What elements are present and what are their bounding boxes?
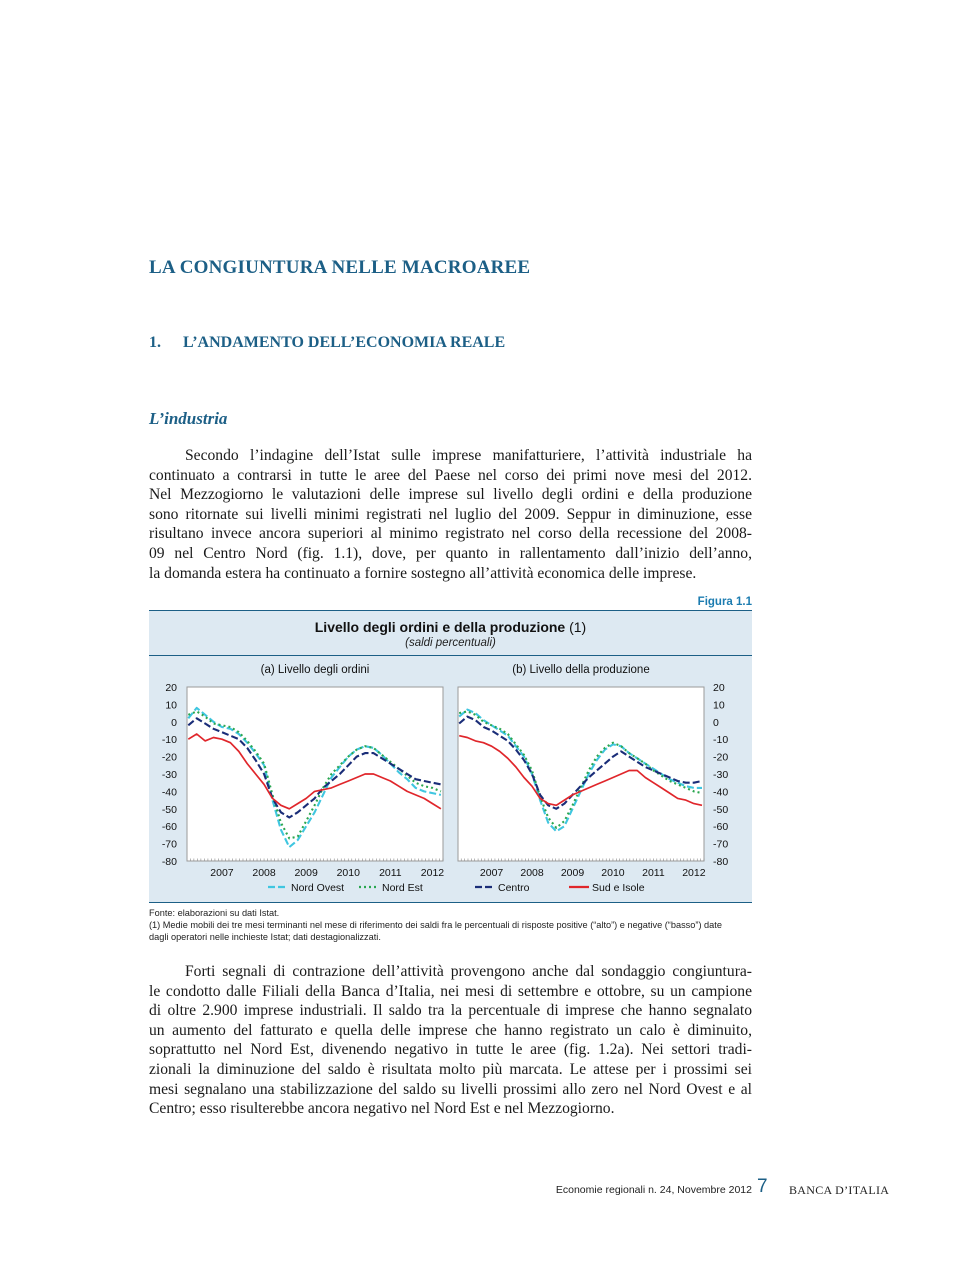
y-tick-label: 20 [165, 682, 177, 694]
paragraph-line: Nel Mezzogiorno le valutazioni delle imprese sul livello degli ordini e della produzione [149, 486, 752, 504]
chapter-title: L’ANDAMENTO DELL’ECONOMIA REALE [183, 334, 506, 351]
paragraph-line: zionali la diminuzione del saldo è risultata molto più marcata. Le attese per i prossimi sei [149, 1060, 752, 1078]
plot-area [187, 687, 443, 861]
chapter-number: 1. [149, 334, 161, 351]
panel-title: (b) Livello della produzione [512, 664, 650, 676]
figure-box [149, 610, 752, 903]
footer-publication: Economie regionali n. 24, Novembre 2012 [555, 1184, 752, 1196]
legend-label: Sud e Isole [592, 882, 645, 894]
paragraph-line: mesi segnalano una stabilizzazione del saldo su livelli prossimi allo zero nel Nord Ovest e al [149, 1080, 752, 1098]
x-tick-label: 2009 [560, 867, 585, 879]
y-tick-label: -70 [161, 838, 177, 851]
paragraph-sondaggio [149, 962, 752, 1119]
y-tick-label: -70 [713, 838, 729, 851]
paragraph-line: continuato a contrarsi in tutte le aree del Paese nel corso dei primi nove mesi del 2012. [149, 466, 752, 484]
paragraph-line: Centro; esso risulterebbe ancora negativo nel Nord Est e nel Mezzogiorno. [149, 1100, 615, 1118]
paragraph-line: di oltre 2.900 imprese industriali. Il saldo tra la percentuale di imprese che hanno segnalato [149, 1002, 752, 1020]
section-title: LA CONGIUNTURA NELLE MACROAREE [149, 257, 531, 278]
panel-title: (a) Livello degli ordini [260, 664, 370, 676]
y-tick-label: 0 [713, 716, 719, 729]
paragraph-line: risultano invece ancora superiori al minimo registrato nel corso della recessione del 2008- [149, 525, 752, 543]
figure-subtitle: (saldi percentuali) [405, 637, 496, 649]
paragraph-line: la domanda estera ha continuato a fornire sostegno all’attività economica delle imprese. [149, 564, 697, 582]
x-tick-label: 2011 [642, 867, 665, 879]
paragraph-industria [149, 446, 752, 583]
figure-footnote [149, 919, 752, 943]
paragraph-line: Secondo l’indagine dell’Istat sulle imprese manifatturiere, l’attività industriale ha [185, 447, 752, 464]
legend-label: Nord Ovest [291, 882, 345, 894]
plot-area [458, 687, 704, 861]
paragraph-line: soprattutto nel Nord Est, divenendo negativo in tutte le aree (fig. 1.2a). Nei settori tradi- [149, 1041, 752, 1059]
y-tick-label: -10 [713, 734, 729, 747]
y-tick-label: 20 [713, 682, 725, 694]
legend-label: Nord Est [382, 882, 423, 894]
x-tick-label: 2007 [210, 867, 234, 879]
y-tick-label: 10 [713, 699, 725, 712]
paragraph-line: sono ritornate sui livelli minimi registrati nel luglio del 2009. Seppur in diminuzione, esse [149, 505, 752, 523]
figure-footnote-line: dagli operatori nelle inchieste Istat; dati destagionalizzati. [149, 932, 381, 942]
y-tick-label: -30 [161, 769, 177, 781]
y-tick-label: -40 [713, 786, 729, 799]
y-tick-label: -60 [713, 821, 729, 834]
figure-title-text: Livello degli ordini e della produzione [314, 619, 566, 635]
y-tick-label: 10 [165, 699, 177, 712]
x-tick-label: 2009 [294, 867, 318, 879]
legend-label: Centro [498, 882, 530, 894]
figure-title-note: (1) [569, 619, 587, 635]
x-tick-label: 2010 [601, 867, 625, 879]
figure-footnote-line: (1) Medie mobili dei tre mesi terminanti nel mese di riferimento dei saldi fra le percentuali di risposte positive (“alto”) e negative (“basso”) date [149, 920, 722, 930]
paragraph-line: le condotto dalle Filiali della Banca d’Italia, nei mesi di settembre e ottobre, su un campione [149, 982, 752, 1000]
paragraph-line: un aumento del fatturato e quella delle imprese che hanno registrato un calo è diminuito, [149, 1021, 752, 1039]
y-tick-label: -50 [161, 803, 177, 816]
y-tick-label: -80 [713, 856, 729, 868]
x-tick-label: 2011 [379, 867, 402, 879]
figure-label: Figura 1.1 [697, 596, 752, 608]
y-tick-label: 0 [171, 716, 177, 729]
y-tick-label: -10 [161, 734, 177, 747]
chapter-heading [149, 334, 505, 352]
figure-source-note: Fonte: elaborazioni su dati Istat. [149, 908, 280, 918]
figure-chart [149, 611, 752, 902]
x-tick-label: 2012 [682, 867, 706, 879]
y-tick-label: -80 [161, 856, 177, 868]
x-tick-label: 2007 [479, 867, 504, 879]
paragraph-line: 09 nel Centro Nord (fig. 1.1), dove, per quanto in rallentamento dall’inizio dell’anno, [149, 544, 752, 562]
footer-brand: BANCA D’ITALIA [789, 1183, 890, 1197]
x-tick-label: 2008 [520, 867, 544, 879]
y-tick-label: -30 [713, 769, 729, 781]
x-tick-label: 2010 [336, 867, 360, 879]
y-tick-label: -60 [161, 821, 177, 834]
paragraph-line: Forti segnali di contrazione dell’attività provengono anche dal sondaggio congiuntura- [185, 963, 752, 980]
y-tick-label: -40 [161, 786, 177, 799]
y-tick-label: -20 [161, 751, 177, 764]
x-tick-label: 2008 [252, 867, 276, 879]
footer-page-number: 7 [757, 1176, 768, 1197]
y-tick-label: -50 [713, 803, 729, 816]
x-tick-label: 2012 [420, 867, 445, 879]
y-tick-label: -20 [713, 751, 729, 764]
subsection-title: L’industria [149, 409, 228, 428]
